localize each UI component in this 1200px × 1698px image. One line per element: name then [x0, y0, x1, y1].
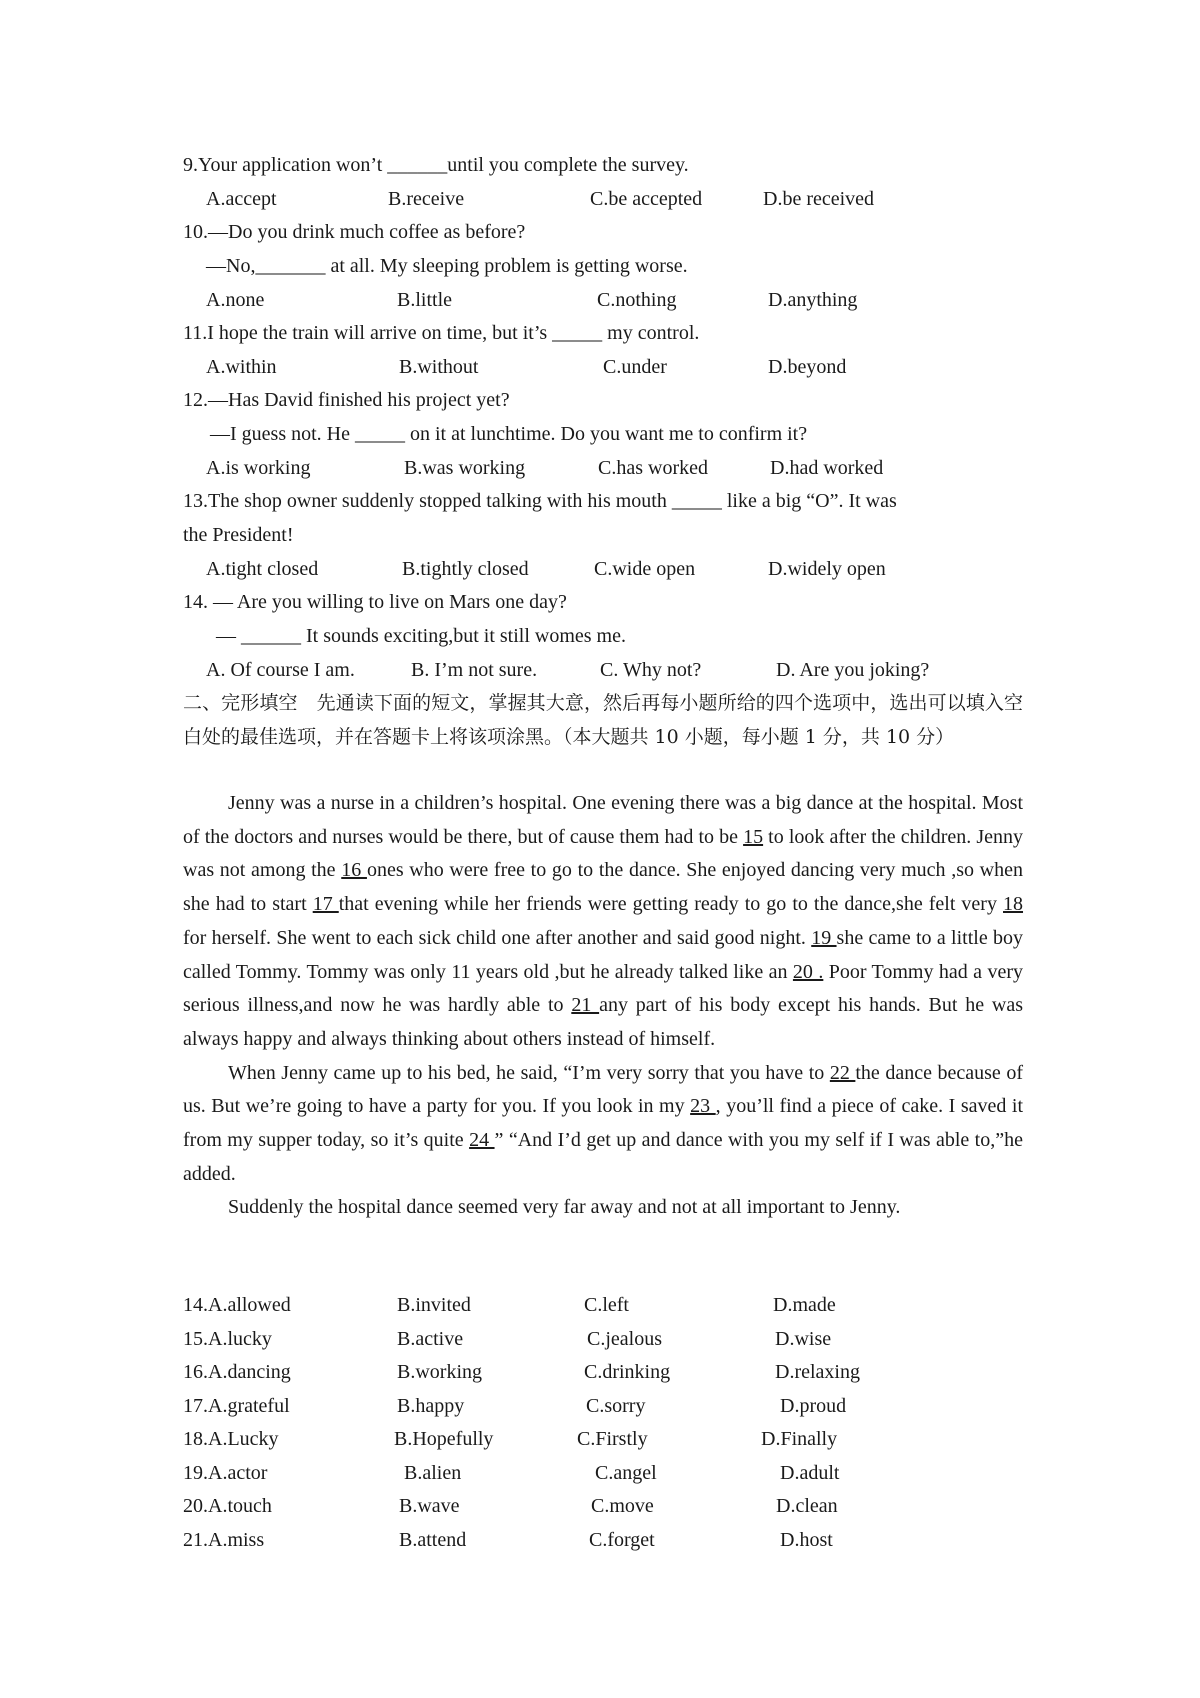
passage-paragraph-2: When Jenny came up to his bed, he said, “I’m very sorry that you have to 22 the dance because of us. But we’re going to have a party for you. If you look in my 23 , you’ll find a piece of cake. I saved it from my supper today, so it’s quite 24 ” “And I’d get up and dance with you my self if I was able to,”he added. — [183, 1061, 1024, 1185]
option-a: A.within — [206, 356, 277, 378]
option-b: B.wave — [399, 1495, 460, 1517]
option-b: B.receive — [388, 188, 465, 210]
question-10-reply: —No,_______ at all. My sleeping problem is getting worse. — [206, 255, 688, 277]
question-11-stem: 11.I hope the train will arrive on time, but it’s _____ my control. — [183, 322, 700, 344]
passage-paragraph-1: Jenny was a nurse in a children’s hospital. One evening there was a big dance at the hospital. Most of the doctors and nurses would be there, but of cause them had to be 15 to look after the children. Jenny was not among the 16 ones who were free to go to the dance. She enjoyed dancing very much ,so when she had to start 17 that evening while her friends were getting ready to go to the dance,she felt very 18 for herself. She went to each sick child one after another and said good night. 19 she came to a little boy called Tommy. Tommy was only 11 years old ,but he already talked like an 20 . Poor Tommy had a very serious illness,and now he was hardly able to 21 any part of his body except his hands. But he was always happy and always thinking about others instead of himself. — [183, 792, 1024, 1050]
option-d: D. Are you joking? — [776, 659, 930, 681]
option-d: D.adult — [780, 1462, 840, 1484]
option-d: D.anything — [768, 289, 858, 311]
option-a: A. Of course I am. — [206, 659, 355, 681]
blank-17: 17 — [312, 893, 339, 916]
option-c: C.move — [591, 1495, 654, 1517]
option-a: A.is working — [206, 457, 311, 479]
option-d: D.made — [773, 1294, 836, 1316]
option-d: D.beyond — [768, 356, 847, 378]
option-b: B.working — [397, 1361, 482, 1383]
option-c: C.under — [603, 356, 667, 378]
option-c: C. Why not? — [600, 659, 702, 681]
option-a: 20.A.touch — [183, 1495, 272, 1517]
option-b: B.Hopefully — [394, 1428, 494, 1450]
option-c: C.left — [584, 1294, 629, 1316]
option-c: C.Firstly — [577, 1428, 648, 1450]
blank-22: 22 — [829, 1061, 856, 1084]
option-b: B.alien — [404, 1462, 462, 1484]
question-12-reply: —I guess not. He _____ on it at lunchtime. Do you want me to confirm it? — [210, 423, 808, 445]
option-b: B.tightly closed — [402, 558, 529, 580]
blank-20: 20 . — [792, 960, 824, 983]
option-d: D.clean — [776, 1495, 838, 1517]
option-a: 17.A.grateful — [183, 1395, 290, 1417]
option-c: C.sorry — [586, 1395, 646, 1417]
blank-18: 18 — [1003, 893, 1024, 916]
option-b: B.invited — [397, 1294, 471, 1316]
option-a: 18.A.Lucky — [183, 1428, 279, 1450]
option-c: C.jealous — [587, 1328, 662, 1350]
option-c: C.angel — [595, 1462, 657, 1484]
option-c: C.forget — [589, 1529, 655, 1551]
option-a: A.tight closed — [206, 558, 319, 580]
blank-19: 19 — [811, 926, 837, 949]
option-b: B.was working — [404, 457, 526, 479]
option-c: C.has worked — [598, 457, 708, 479]
option-d: D.Finally — [761, 1428, 838, 1450]
question-10-stem: 10.—Do you drink much coffee as before? — [183, 221, 526, 243]
question-12-stem: 12.—Has David finished his project yet? — [183, 389, 510, 411]
option-b: B.active — [397, 1328, 464, 1350]
option-d: D.proud — [780, 1395, 847, 1417]
option-d: D.relaxing — [775, 1361, 860, 1383]
question-13-stem: 13.The shop owner suddenly stopped talking with his mouth _____ like a big “O”. It was — [183, 490, 897, 512]
option-d: D.wise — [775, 1328, 832, 1350]
option-a: 21.A.miss — [183, 1529, 265, 1551]
question-13-continuation: the President! — [183, 524, 294, 546]
option-a: 19.A.actor — [183, 1462, 268, 1484]
blank-24: 24 — [469, 1129, 495, 1152]
blank-16: 16 — [341, 859, 367, 882]
cloze-passage — [183, 787, 1023, 1225]
option-b: B.attend — [399, 1529, 467, 1551]
blank-21: 21 — [571, 994, 600, 1017]
option-b: B. I’m not sure. — [411, 659, 538, 681]
option-b: B.without — [399, 356, 479, 378]
option-a: A.accept — [206, 188, 277, 210]
blank-23: 23 — [690, 1095, 716, 1118]
option-a: 15.A.lucky — [183, 1328, 272, 1350]
option-c: C.be accepted — [590, 188, 703, 210]
option-a: 14.A.allowed — [183, 1294, 291, 1316]
question-14-reply: — ______ It sounds exciting,but it still womes me. — [216, 625, 626, 647]
question-9-stem: 9.Your application won’t ______until you complete the survey. — [183, 154, 689, 176]
section-2-instructions: 二、完形填空 先通读下面的短文，掌握其大意，然后再每小题所给的四个选项中，选出可以填入空白处的最佳选项，并在答题卡上将该项涂黑。（本大题共 10 小题，每小题 1 分，共 10 分） — [183, 692, 1023, 748]
option-c: C.drinking — [584, 1361, 671, 1383]
option-a: 16.A.dancing — [183, 1361, 291, 1383]
passage-paragraph-3: Suddenly the hospital dance seemed very far away and not at all important to Jenny. — [228, 1196, 901, 1219]
option-c: C.wide open — [594, 558, 696, 580]
option-b: B.happy — [397, 1395, 465, 1417]
option-b: B.little — [397, 289, 452, 311]
option-d: D.be received — [763, 188, 875, 210]
option-d: D.had worked — [770, 457, 884, 479]
option-c: C.nothing — [597, 289, 677, 311]
question-14-stem: 14. — Are you willing to live on Mars one day? — [183, 591, 567, 613]
option-a: A.none — [206, 289, 265, 311]
option-d: D.host — [780, 1529, 833, 1551]
blank-15: 15 — [743, 825, 764, 848]
option-d: D.widely open — [768, 558, 886, 580]
